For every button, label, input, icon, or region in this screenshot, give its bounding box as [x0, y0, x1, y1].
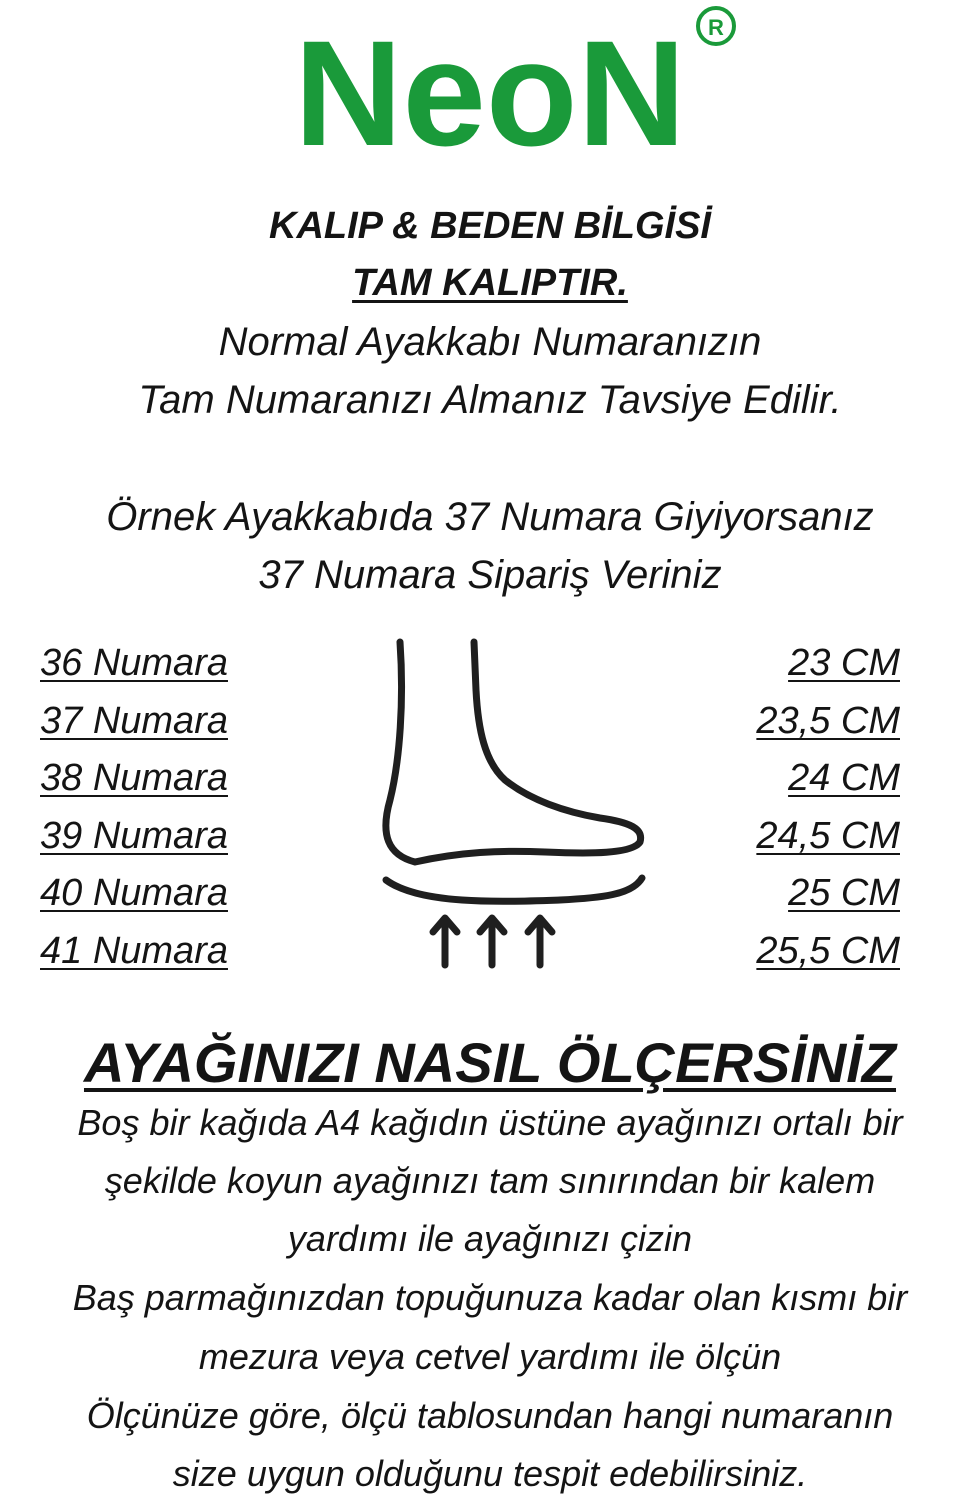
fit-type-text: TAM KALIPTIR. [352, 262, 628, 304]
registered-letter: R [708, 15, 724, 40]
length-36: 23 CM [788, 642, 900, 684]
length-38: 24 CM [788, 757, 900, 799]
length-39: 24,5 CM [756, 815, 900, 857]
fit-info-title: KALIP & BEDEN BİLGİSİ [269, 205, 711, 247]
size-37: 37 Numara [40, 700, 228, 742]
size-39: 39 Numara [40, 815, 228, 857]
instruction-line-5: mezura veya cetvel yardımı ile ölçün [198, 1336, 782, 1377]
size-40: 40 Numara [40, 872, 228, 914]
instruction-line-6: Ölçünüze göre, ölçü tablosundan hangi numaranın [86, 1395, 894, 1436]
foot-insole-icon [370, 630, 660, 980]
measure-heading: AYAĞINIZI NASIL ÖLÇERSİNİZ [83, 1031, 897, 1094]
neon-logo [0, 0, 980, 170]
arrows-up-icon [433, 918, 552, 965]
logo-text: NeoN [294, 9, 686, 170]
advice-line-2: Tam Numaranızı Almanız Tavsiye Edilir. [138, 378, 842, 422]
instruction-line-2: şekilde koyun ayağınızı tam sınırından bir kalem [104, 1160, 876, 1201]
instruction-line-4: Baş parmağınızdan topuğunuza kadar olan kısmı bir [72, 1277, 908, 1318]
example-line-2: 37 Numara Sipariş Veriniz [258, 553, 722, 597]
advice-line-1: Normal Ayakkabı Numaranızın [218, 320, 762, 364]
instruction-line-1: Boş bir kağıda A4 kağıdın üstüne ayağınızı ortalı bir [77, 1102, 903, 1143]
instruction-line-7: size uygun olduğunu tespit edebilirsiniz. [172, 1453, 808, 1494]
length-40: 25 CM [788, 872, 900, 914]
size-41: 41 Numara [40, 930, 228, 972]
size-38: 38 Numara [40, 757, 228, 799]
instruction-line-3: yardımı ile ayağınızı çizin [287, 1218, 693, 1259]
length-41: 25,5 CM [756, 930, 900, 972]
size-36: 36 Numara [40, 642, 228, 684]
fit-type [0, 262, 980, 305]
length-37: 23,5 CM [756, 700, 900, 742]
example-line-1: Örnek Ayakkabıda 37 Numara Giyiyorsanız [106, 495, 874, 539]
